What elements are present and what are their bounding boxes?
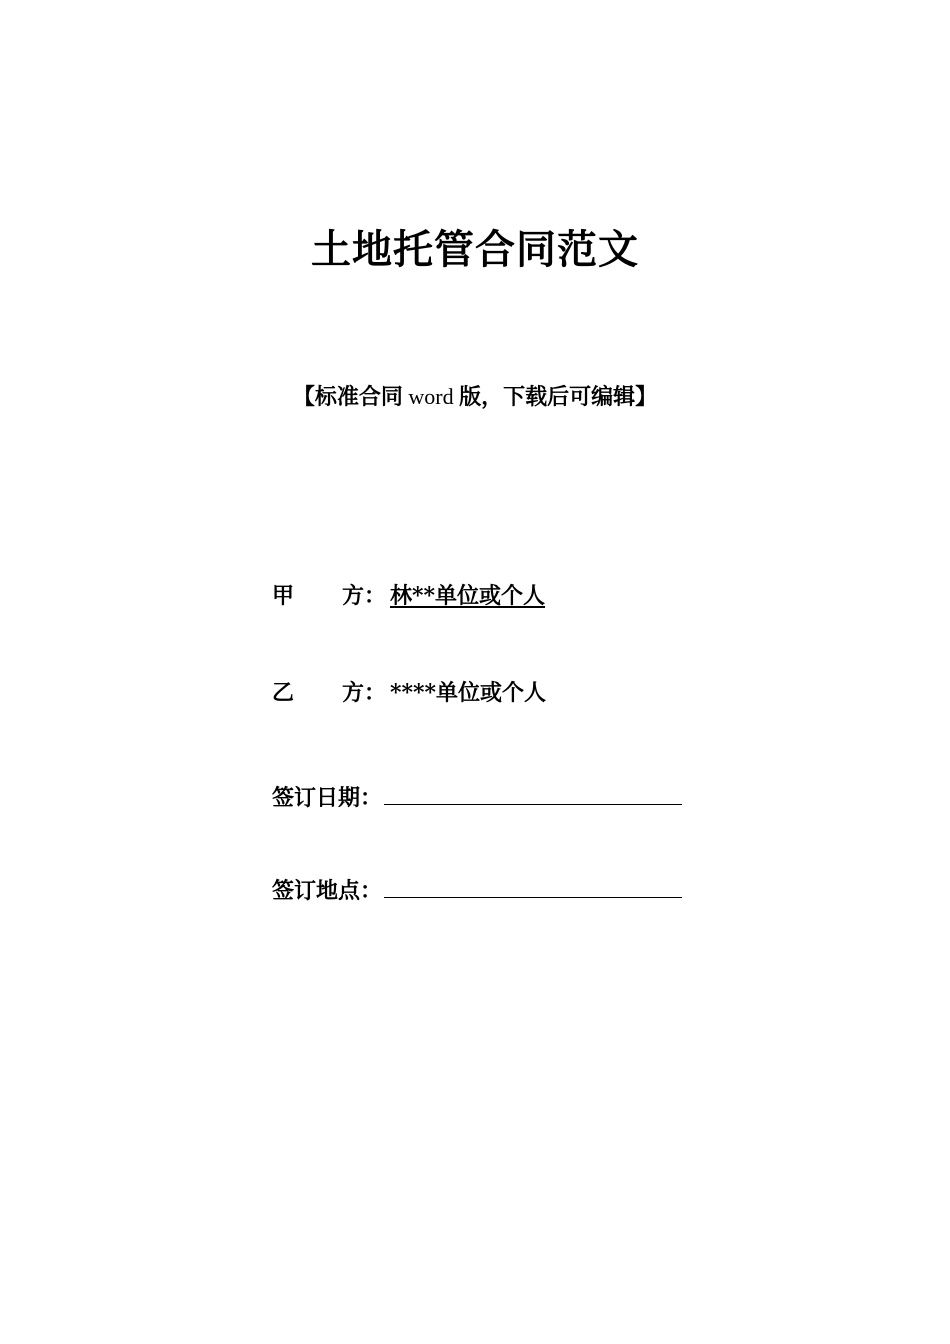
party-a-label-second: 方： — [342, 583, 387, 609]
document-title: 土地托管合同范文 — [311, 226, 639, 273]
party-a-label — [272, 580, 390, 612]
sign-date-field — [272, 780, 682, 814]
sign-date-label: 签订日期： — [272, 785, 383, 811]
party-a-label-first: 甲 — [272, 583, 295, 609]
subtitle-word: word — [402, 384, 460, 409]
sign-date-blank-line[interactable] — [384, 780, 682, 805]
party-b-label-first: 乙 — [272, 680, 295, 706]
party-a-value[interactable]: 林**单位或个人 — [390, 583, 546, 609]
subtitle-open: 【标准合同 — [292, 384, 403, 410]
party-b-field — [272, 677, 546, 709]
document-subtitle — [0, 381, 950, 413]
party-a-field — [272, 580, 545, 612]
sign-place-label: 签订地点： — [272, 878, 383, 904]
party-b-value[interactable]: ****单位或个人 — [390, 680, 547, 706]
sign-place-blank-line[interactable] — [384, 873, 682, 898]
party-b-label — [272, 677, 390, 709]
sign-place-field — [272, 873, 682, 907]
subtitle-close: 版，下载后可编辑】 — [459, 384, 658, 410]
party-b-label-second: 方： — [342, 680, 387, 706]
